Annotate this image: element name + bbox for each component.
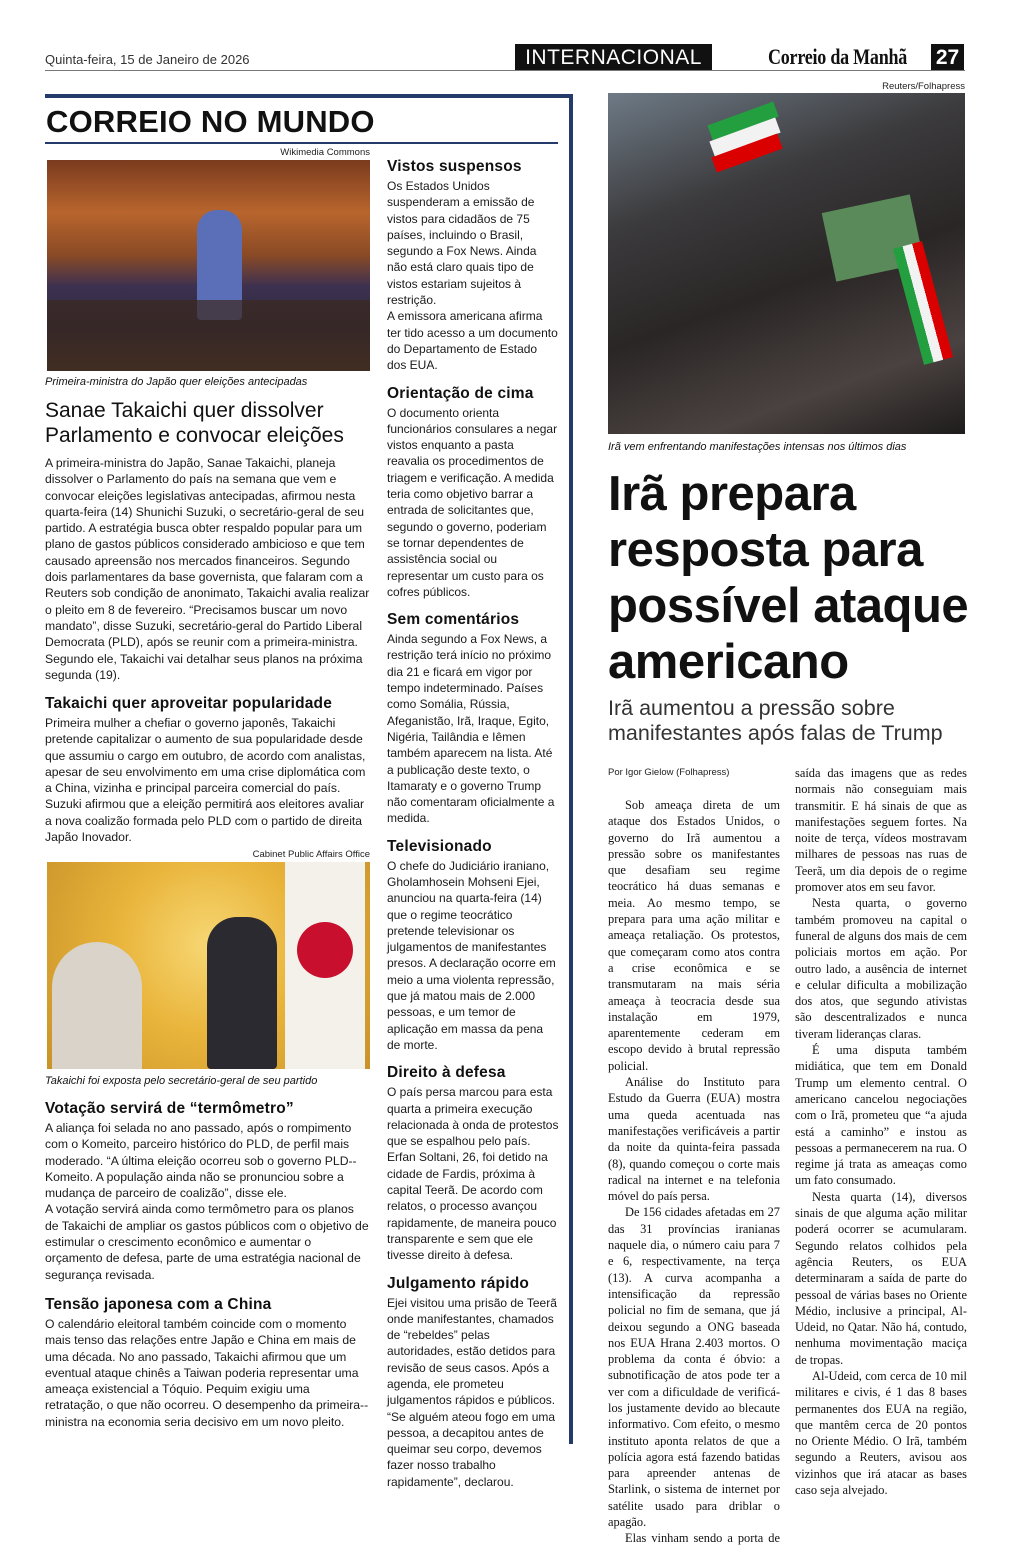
article-column-1 xyxy=(608,797,780,1547)
figure-foreground xyxy=(52,942,142,1069)
paragraph: Al-Udeid, com cerca de 10 mil militares e civis, é 1 das 8 bases permanentes dos EUA na região, que mantêm cerca de 20 pontos no Oriente Médio. O Irã, também segundo a Reuters, avisou aos vizinhos que irá atacar as bases caso seja alvejado. xyxy=(795,1368,967,1498)
paragraph: O país persa marcou para esta quarta a primeira execução relacionada à onda de protestos que se espalhou pelo país. Erfan Soltani, 26, foi detido na cidade de Fardis, próxima à capital Teerã. De acordo com relatos, o processo avançou rapidamente, de maneira pouco transparente e sem que ele tivesse direito à defesa. xyxy=(387,1085,559,1263)
paragraph: Ainda segundo a Fox News, a restrição terá início no próximo dia 21 e ficará em vigor por tempo indeterminado. Países como Somália, Rússia, Afeganistão, Irã, Iraque, Egito, Nigéria, Tailândia e Iêmen também aparecem na lista. Até a publicação deste texto, o Itamaraty e o governo Trump não comentaram oficialmente a medida. xyxy=(387,632,555,826)
subsection-title: Direito à defesa xyxy=(387,1064,506,1082)
article-standfirst: Irã aumentou a pressão sobre manifestantes após falas de Trump xyxy=(608,696,943,745)
iran-flag-right xyxy=(893,241,953,365)
paragraph: Elas vinham sendo a porta de xyxy=(625,1531,780,1546)
paragraph: saída das imagens que as redes normais não conseguiam mais transmitir. E há sinais de que as manifestações seguem fortes. Na noite de terça, vídeos mostravam milhares de pessoas nas ruas de Teerã, um dia depois de o regime promover atos em seu favor. xyxy=(795,766,967,895)
box-right-border xyxy=(569,94,573,1444)
paragraph: O calendário eleitoral também coincide com o momento mais tenso das relações entre Japão e China em mais de uma década. No ano passado, Takaichi afirmou que um eventual ataque chinês a Taiwan poderia representar uma ameaça existencial a Tóquio. Pequim exigiu uma retratação, o que não ocorreu. O desempenho da primeira--ministra na economia seria decisivo em um novo pleito. xyxy=(45,1317,369,1429)
subsection-title: Sem comentários xyxy=(387,611,520,629)
middle-column xyxy=(387,157,559,1490)
photo-credit: Wikimedia Commons xyxy=(280,147,370,158)
paragraph: O chefe do Judiciário iraniano, Gholamhosein Mohseni Ejei, anunciou na quarta-feira (14) que o regime teocrático pretende televisionar os julgamentos de manifestantes presos. A declaração ocorre em meio a uma violenta repressão, que já matou mais de 2.000 pessoas, e um temor de aplicação em massa da pena de morte. xyxy=(387,858,556,1052)
subsection-title: Televisionado xyxy=(387,837,492,855)
paragraph: A emissora americana afirma ter tido acesso a um documento do Departamento de Estado dos EUA. xyxy=(387,309,558,373)
box-title-rule xyxy=(45,142,558,144)
photo-japan-parliament xyxy=(47,160,370,371)
paragraph: Os Estados Unidos suspenderam a emissão de vistos para cidadãos de 75 países, incluindo o Brasil, segundo a Fox News. Ainda não está claro quais tipo de vistos estariam sujeitos à restrição. xyxy=(387,179,537,308)
article-intro xyxy=(45,455,370,683)
subsection-title: Takaichi quer aproveitar popularidade xyxy=(45,695,333,712)
paragraph: De 156 cidades afetadas em 27 das 31 províncias iranianas naquele dia, o número caiu para 7 e 6, respectivamente, na terça (13). A curva acompanha a intensificação da repressão policial no fim de semana, que já deixou segundo a ONG baseada nos EUA Hrana 2.403 mortos. O problema da conta é óbvio: a subnotificação de atos pode ter a ver com a dificuldade de verificá-los justamente devido ao blecaute informativo. Com efeito, o mesmo instituto aponta relatos de que a polícia agora está fazendo batidas para apreender antenas de Starlink, o sistema de internet por satélite usado para driblar o apagão. xyxy=(608,1205,780,1530)
page-number: 27 xyxy=(931,44,964,70)
paragraph: Ejei visitou uma prisão de Teerã onde manifestantes, chamados de “rebeldes” pelas autoridades, estão detidos para revisão de seus casos. Após a agenda, ele prometeu julgamentos rápidos e públicos. “Se alguém ateou fogo em uma pessoa, a decapitou antes de queimar seu corpo, devemos fazer nosso trabalho rapidamente”, declarou. xyxy=(387,1295,557,1489)
photo-takaichi xyxy=(47,862,370,1069)
photo-caption: Takaichi foi exposta pelo secretário-geral de seu partido xyxy=(45,1075,318,1087)
paragraph: Análise do Instituto para Estudo da Guerra (EUA) mostra uma queda acentuada nas manifestações verificáveis a partir da noite da quinta-feira passada (8), quando começou o corte mais radical na internet e na telefonia móvel do país persa. xyxy=(608,1075,780,1204)
paragraph: Nesta quarta (14), diversos sinais de que alguma ação militar poderá ocorrer se acumularam. Segundo relatos colhidos pela agência Reuters, os EUA determinaram a saída de parte do pessoal de várias bases no Oriente Médio, inclusive a principal, Al-Udeid, no Qatar. Não há, contudo, nenhuma movimentação maciça de tropas. xyxy=(795,1189,967,1367)
byline: Por Igor Gielow (Folhapress) xyxy=(608,767,730,778)
newspaper-logo: Correio da Manhã xyxy=(768,44,908,69)
header-divider xyxy=(45,70,965,71)
photo-credit: Reuters/Folhapress xyxy=(882,81,965,92)
subsection xyxy=(45,1099,370,1283)
paragraph: A votação servirá ainda como termômetro para os planos de Takaichi de ampliar os gastos públicos com o objetivo de estimular o crescimento econômico e aumentar o orçamento de defesa, parte de uma estratégia nacional de segurança revisada. xyxy=(45,1202,369,1282)
subsection-title: Vistos suspensos xyxy=(387,158,522,175)
japan-flag xyxy=(285,862,365,1069)
flag-sun xyxy=(297,922,353,978)
box-top-border xyxy=(45,94,573,98)
section-label: INTERNACIONAL xyxy=(515,44,712,70)
photo-credit: Cabinet Public Affairs Office xyxy=(252,849,370,860)
subsection-title: Votação servirá de “termômetro” xyxy=(45,1100,294,1117)
issue-date: Quinta-feira, 15 de Janeiro de 2026 xyxy=(45,52,250,67)
article-headline: Irã prepara resposta para possível ataque americano xyxy=(608,467,969,689)
subsection-title: Julgamento rápido xyxy=(387,1274,530,1292)
photo-caption: Primeira-ministra do Japão quer eleições antecipadas xyxy=(45,376,308,388)
photo-iran-crowd xyxy=(608,93,965,434)
subsection-title: Orientação de cima xyxy=(387,384,534,402)
paragraph: A aliança foi selada no ano passado, após o rompimento com o Komeito, parceiro histórico do PLD, de perfil mais moderado. “A última eleição ocorreu sob o governo PLD--Komeito. A população ainda não se pronunciou sobre a mudança de parceiro de coalizão”, disse ele. xyxy=(45,1121,357,1201)
paragraph: É uma disputa também midiática, que tem em Donald Trump um elemento central. O americano cancelou negociações com o Irã, prometeu que “a ajuda está a caminho” e instou as pessoas a permanecerem na rua. O regime já trata as ameaças como um fato consumado. xyxy=(795,1043,967,1188)
photo-caption: Irã vem enfrentando manifestações intensas nos últimos dias xyxy=(608,441,907,453)
paragraph: A primeira-ministra do Japão, Sanae Takaichi, planeja dissolver o Parlamento do país na semana que vem e convocar eleições legislativas antecipadas, afirmou nesta quarta-feira (14) Shunichi Suzuki, o secretário-geral de seu partido. A estratégia busca obter respaldo popular para um plano de gastos públicos considerado ambicioso e que tem causado apreensão nos mercados financeiros. Segundo dois parlamentares da base governista, que falaram com a Reuters sob condição de anonimato, Takaichi avalia realizar o pleito em 8 de fevereiro. “Precisamos buscar um novo mandato”, disse Suzuki, secretário-geral do Partido Liberal Democrata (PLD), após se reunir com a primeira-ministra. Segundo ele, Takaichi vai detalhar seus planos na próxima segunda (19). xyxy=(45,456,370,682)
article-column-2 xyxy=(795,765,967,1498)
figure-dark-suit xyxy=(207,917,277,1069)
subsection xyxy=(45,1295,370,1430)
paragraph: O documento orienta funcionários consulares a negar vistos enquanto a pasta reavalia os procedimentos de triagem e verificação. A medida teria como objetivo barrar a entrada de solicitantes que, segundo o governo, poderiam se tornar dependentes de assistência social ou representar um custo para os cofres públicos. xyxy=(387,405,558,599)
subsection xyxy=(45,694,370,845)
box-title: CORREIO NO MUNDO xyxy=(46,104,375,139)
photo-desk xyxy=(47,300,370,371)
paragraph: Primeira mulher a chefiar o governo japonês, Takaichi pretende capitalizar o aumento de sua popularidade desde que assumiu o cargo em outubro, de acordo com analistas, apesar de seu envolvimento em uma crise diplomática com a China, vizinha e principal parceira comercial do país. Suzuki afirmou que a eleição permitirá aos eleitores avaliar a nova coalizão formada pelo PLD com o partido de direita Japão Inovador. xyxy=(45,716,366,845)
paragraph: Nesta quarta, o governo também promoveu na capital o funeral de alguns dos mais de cem policiais mortos em ação. Por outro lado, a ausência de internet e celular dificulta a mobilização dos atos, que segundo ativistas são descentralizados e nunca tiveram lideranças claras. xyxy=(795,896,967,1041)
subsection-title: Tensão japonesa com a China xyxy=(45,1296,272,1313)
article-headline: Sanae Takaichi quer dissolver Parlamento e convocar eleições xyxy=(45,399,344,447)
paragraph: Sob ameaça direta de um ataque dos Estados Unidos, o governo do Irã aumentou a pressão sobre os manifestantes que desafiam seu regime teocrático há duas semanas e meia. Ao mesmo tempo, se prepara para uma ação militar e ameaça retaliação. Os protestos, que começaram como atos contra a crise econômica e se transmutaram na mais séria ameaça à teocracia desde sua instalação em 1979, aparentemente cederam em escopo devido à brutal repressão policial. xyxy=(608,798,780,1073)
